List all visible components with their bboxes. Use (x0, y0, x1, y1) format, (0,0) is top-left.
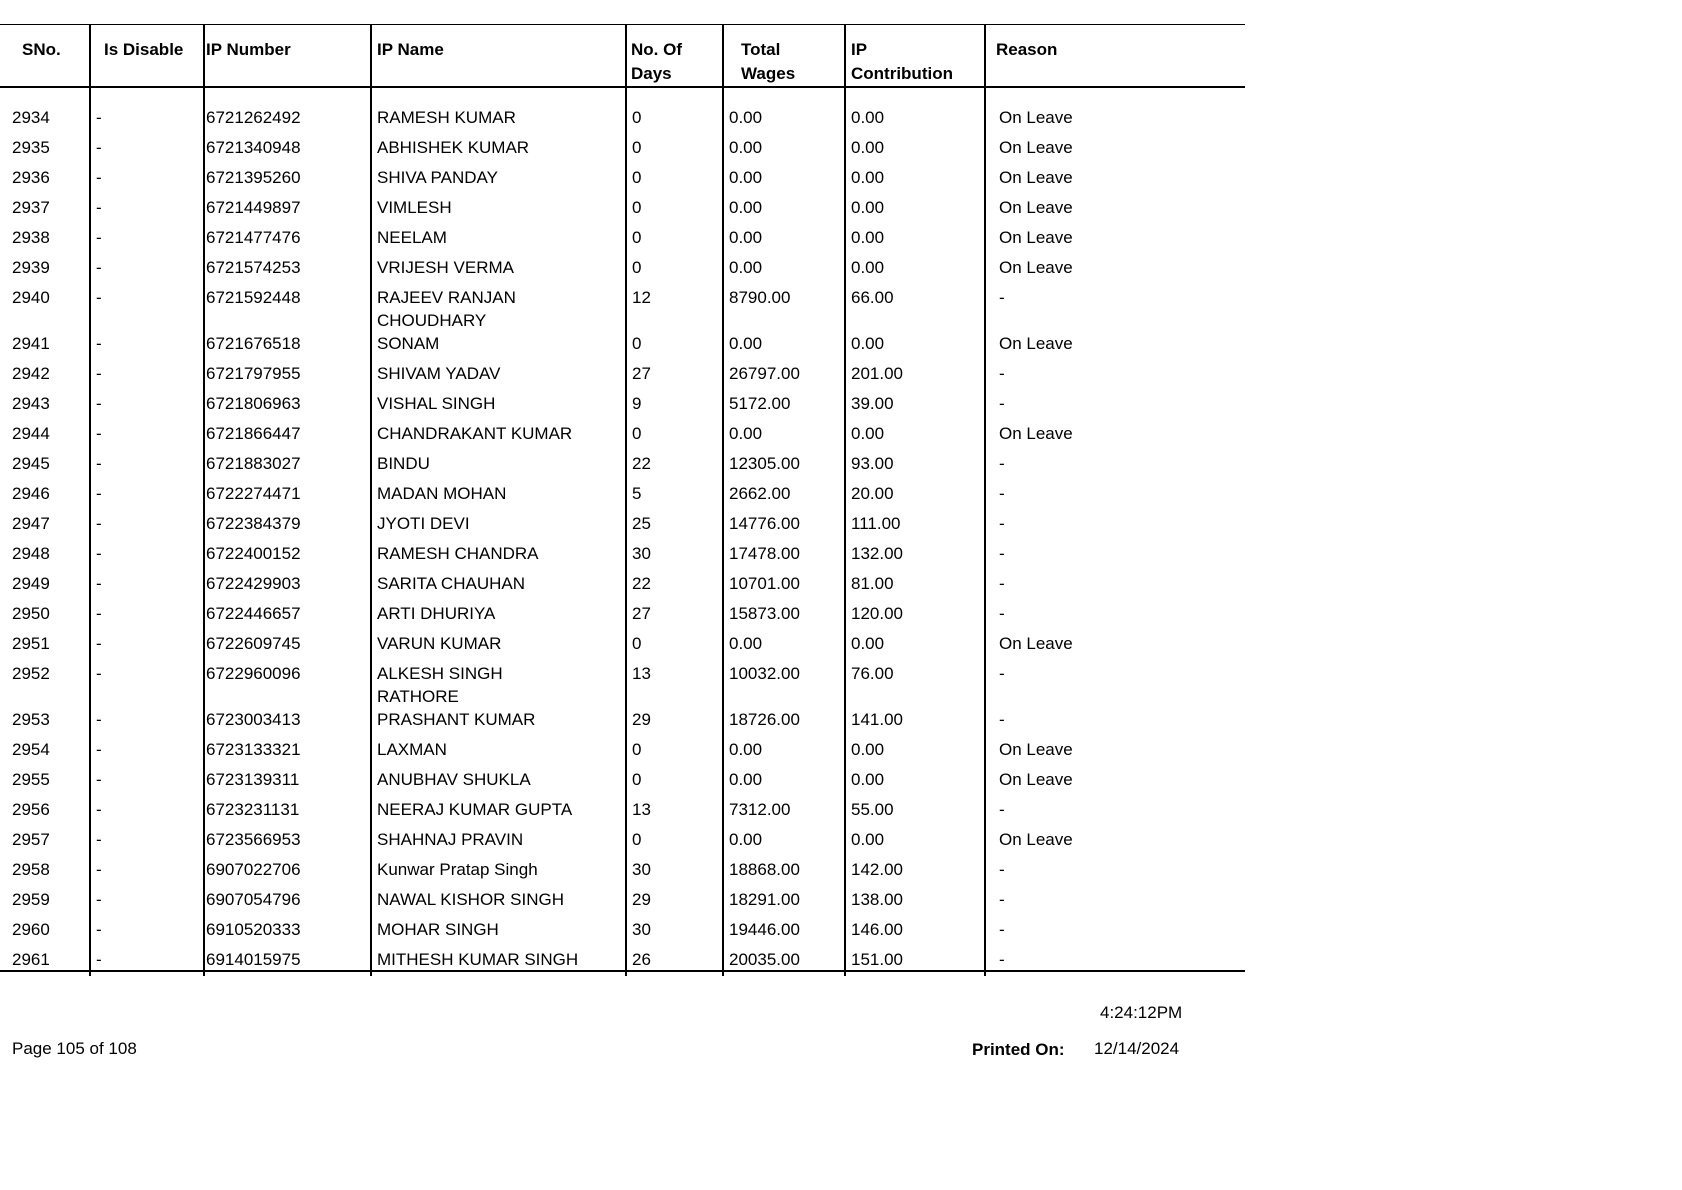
ip-name-cell: VARUN KUMAR (377, 634, 502, 653)
ip-name-cell: VIMLESH (377, 198, 452, 217)
contribution-cell: 0.00 (851, 108, 885, 127)
column-divider (370, 24, 372, 976)
days-cell: 0 (632, 740, 642, 759)
reason-cell: - (999, 364, 1005, 383)
wages-cell: 10032.00 (729, 664, 800, 683)
reason-cell: - (999, 800, 1005, 819)
days-cell: 29 (632, 890, 651, 909)
ip-name-cell: ANUBHAV SHUKLA (377, 770, 531, 789)
is-disable-cell: - (96, 424, 102, 443)
header-ip-contribution: IP Contribution (851, 40, 953, 83)
ip-name-cell: LAXMAN (377, 740, 447, 759)
sno-cell: 2934 (12, 108, 50, 127)
wages-cell: 18291.00 (729, 890, 800, 909)
is-disable-cell: - (96, 710, 102, 729)
sno-cell: 2960 (12, 920, 50, 939)
contribution-cell: 0.00 (851, 634, 885, 653)
ip-number-cell: 6722960096 (206, 664, 301, 683)
column-divider (844, 24, 846, 976)
days-cell: 12 (632, 288, 651, 307)
ip-number-cell: 6721866447 (206, 424, 301, 443)
days-cell: 9 (632, 394, 642, 413)
header-sno: SNo. (22, 40, 61, 59)
reason-cell: - (999, 950, 1005, 969)
sno-cell: 2955 (12, 770, 50, 789)
contribution-cell: 0.00 (851, 424, 885, 443)
reason-cell: - (999, 454, 1005, 473)
sno-cell: 2959 (12, 890, 50, 909)
wages-cell: 0.00 (729, 108, 763, 127)
ip-number-cell: 6910520333 (206, 920, 301, 939)
is-disable-cell: - (96, 168, 102, 187)
days-cell: 0 (632, 334, 642, 353)
reason-cell: On Leave (999, 740, 1073, 759)
ip-number-cell: 6721449897 (206, 198, 301, 217)
days-cell: 0 (632, 770, 642, 789)
is-disable-cell: - (96, 228, 102, 247)
reason-cell: On Leave (999, 334, 1073, 353)
sno-cell: 2938 (12, 228, 50, 247)
ip-number-cell: 6721340948 (206, 138, 301, 157)
contribution-cell: 66.00 (851, 288, 894, 307)
days-cell: 13 (632, 664, 651, 683)
is-disable-cell: - (96, 800, 102, 819)
printed-on-label: Printed On: (972, 1040, 1065, 1059)
wages-cell: 26797.00 (729, 364, 800, 383)
contribution-cell: 0.00 (851, 740, 885, 759)
reason-cell: On Leave (999, 108, 1073, 127)
days-cell: 30 (632, 920, 651, 939)
days-cell: 0 (632, 830, 642, 849)
ip-number-cell: 6721883027 (206, 454, 301, 473)
contribution-cell: 151.00 (851, 950, 903, 969)
wages-cell: 0.00 (729, 228, 763, 247)
wages-cell: 0.00 (729, 258, 763, 277)
reason-cell: - (999, 544, 1005, 563)
header-days: No. Of Days (631, 40, 682, 83)
sno-cell: 2946 (12, 484, 50, 503)
contribution-cell: 201.00 (851, 364, 903, 383)
reason-cell: - (999, 484, 1005, 503)
wages-cell: 14776.00 (729, 514, 800, 533)
reason-cell: - (999, 860, 1005, 879)
ip-name-cell: NEELAM (377, 228, 447, 247)
days-cell: 0 (632, 108, 642, 127)
ip-number-cell: 6721477476 (206, 228, 301, 247)
sno-cell: 2948 (12, 544, 50, 563)
ip-number-cell: 6721592448 (206, 288, 301, 307)
header-is-disable: Is Disable (104, 40, 184, 59)
sno-cell: 2950 (12, 604, 50, 623)
days-cell: 26 (632, 950, 651, 969)
reason-cell: - (999, 574, 1005, 593)
sno-cell: 2951 (12, 634, 50, 653)
column-divider (203, 24, 205, 976)
header-ip-name: IP Name (377, 40, 444, 59)
is-disable-cell: - (96, 484, 102, 503)
reason-cell: On Leave (999, 424, 1073, 443)
contribution-cell: 0.00 (851, 334, 885, 353)
contribution-cell: 0.00 (851, 168, 885, 187)
ip-number-cell: 6722400152 (206, 544, 301, 563)
sno-cell: 2935 (12, 138, 50, 157)
table-bottom-border (0, 970, 1245, 972)
contribution-cell: 0.00 (851, 830, 885, 849)
is-disable-cell: - (96, 890, 102, 909)
days-cell: 5 (632, 484, 642, 503)
ip-number-cell: 6914015975 (206, 950, 301, 969)
is-disable-cell: - (96, 198, 102, 217)
wages-cell: 5172.00 (729, 394, 791, 413)
reason-cell: On Leave (999, 258, 1073, 277)
wages-cell: 18868.00 (729, 860, 800, 879)
ip-name-cell: MADAN MOHAN (377, 484, 507, 503)
print-time: 4:24:12PM (1100, 1003, 1183, 1022)
sno-cell: 2953 (12, 710, 50, 729)
print-date: 12/14/2024 (1094, 1039, 1180, 1058)
ip-number-cell: 6722274471 (206, 484, 301, 503)
sno-cell: 2941 (12, 334, 50, 353)
wages-cell: 0.00 (729, 138, 763, 157)
reason-cell: - (999, 890, 1005, 909)
days-cell: 30 (632, 860, 651, 879)
days-cell: 0 (632, 228, 642, 247)
wages-cell: 0.00 (729, 168, 763, 187)
is-disable-cell: - (96, 604, 102, 623)
is-disable-cell: - (96, 544, 102, 563)
sno-cell: 2936 (12, 168, 50, 187)
ip-name-cell: SONAM (377, 334, 440, 353)
sno-cell: 2937 (12, 198, 50, 217)
contribution-cell: 141.00 (851, 710, 903, 729)
is-disable-cell: - (96, 574, 102, 593)
ip-name-cell: ABHISHEK KUMAR (377, 138, 530, 157)
ip-number-cell: 6723231131 (206, 800, 300, 819)
ip-name-cell: NAWAL KISHOR SINGH (377, 890, 565, 909)
reason-cell: - (999, 514, 1005, 533)
sno-cell: 2942 (12, 364, 50, 383)
sno-cell: 2956 (12, 800, 50, 819)
reason-cell: - (999, 920, 1005, 939)
is-disable-cell: - (96, 334, 102, 353)
reason-cell: - (999, 710, 1005, 729)
ip-name-cell: CHANDRAKANT KUMAR (377, 424, 573, 443)
days-cell: 22 (632, 454, 651, 473)
days-cell: 29 (632, 710, 651, 729)
wages-cell: 0.00 (729, 634, 763, 653)
ip-name-cell: SHIVAM YADAV (377, 364, 501, 383)
ip-name-cell: VRIJESH VERMA (377, 258, 514, 277)
ip-number-cell: 6721797955 (206, 364, 301, 383)
contribution-cell: 111.00 (851, 514, 901, 533)
days-cell: 30 (632, 544, 651, 563)
reason-cell: - (999, 394, 1005, 413)
is-disable-cell: - (96, 740, 102, 759)
wages-cell: 2662.00 (729, 484, 791, 503)
is-disable-cell: - (96, 454, 102, 473)
ip-name-cell: SHAHNAJ PRAVIN (377, 830, 524, 849)
header-reason: Reason (996, 40, 1058, 59)
ip-number-cell: 6723566953 (206, 830, 301, 849)
days-cell: 25 (632, 514, 651, 533)
is-disable-cell: - (96, 108, 102, 127)
ip-number-cell: 6722609745 (206, 634, 301, 653)
column-divider (984, 24, 986, 976)
header-ip-number: IP Number (206, 40, 291, 59)
is-disable-cell: - (96, 364, 102, 383)
contribution-cell: 0.00 (851, 258, 885, 277)
ip-number-cell: 6722384379 (206, 514, 301, 533)
wages-cell: 0.00 (729, 198, 763, 217)
contribution-cell: 39.00 (851, 394, 894, 413)
wages-cell: 19446.00 (729, 920, 800, 939)
reason-cell: On Leave (999, 198, 1073, 217)
wages-cell: 7312.00 (729, 800, 791, 819)
ip-name-cell: ALKESH SINGH RATHORE (377, 664, 503, 706)
wages-cell: 0.00 (729, 334, 763, 353)
days-cell: 0 (632, 168, 642, 187)
sno-cell: 2945 (12, 454, 50, 473)
ip-number-cell: 6721574253 (206, 258, 301, 277)
wages-cell: 15873.00 (729, 604, 800, 623)
sno-cell: 2943 (12, 394, 50, 413)
is-disable-cell: - (96, 634, 102, 653)
sno-cell: 2940 (12, 288, 50, 307)
days-cell: 13 (632, 800, 651, 819)
contribution-cell: 0.00 (851, 770, 885, 789)
days-cell: 0 (632, 258, 642, 277)
days-cell: 0 (632, 138, 642, 157)
contribution-cell: 142.00 (851, 860, 903, 879)
wages-cell: 0.00 (729, 424, 763, 443)
contribution-cell: 120.00 (851, 604, 903, 623)
ip-name-cell: NEERAJ KUMAR GUPTA (377, 800, 573, 819)
contribution-cell: 20.00 (851, 484, 894, 503)
ip-number-cell: 6721676518 (206, 334, 301, 353)
ip-number-cell: 6722446657 (206, 604, 301, 623)
sno-cell: 2954 (12, 740, 50, 759)
ip-number-cell: 6907022706 (206, 860, 301, 879)
ip-number-cell: 6723133321 (206, 740, 301, 759)
days-cell: 27 (632, 364, 651, 383)
is-disable-cell: - (96, 860, 102, 879)
wages-cell: 0.00 (729, 830, 763, 849)
wages-cell: 0.00 (729, 770, 763, 789)
reason-cell: - (999, 604, 1005, 623)
wages-cell: 0.00 (729, 740, 763, 759)
ip-name-cell: MITHESH KUMAR SINGH (377, 950, 579, 969)
contribution-cell: 0.00 (851, 138, 885, 157)
contribution-cell: 0.00 (851, 198, 885, 217)
contribution-cell: 93.00 (851, 454, 894, 473)
ip-number-cell: 6721806963 (206, 394, 301, 413)
reason-cell: On Leave (999, 634, 1073, 653)
reason-cell: On Leave (999, 228, 1073, 247)
reason-cell: - (999, 664, 1005, 683)
report-table (0, 24, 1245, 976)
contribution-cell: 55.00 (851, 800, 894, 819)
ip-name-cell: Kunwar Pratap Singh (377, 860, 538, 879)
ip-number-cell: 6907054796 (206, 890, 301, 909)
is-disable-cell: - (96, 258, 102, 277)
reason-cell: - (999, 288, 1005, 307)
days-cell: 0 (632, 198, 642, 217)
sno-cell: 2961 (12, 950, 50, 969)
sno-cell: 2947 (12, 514, 50, 533)
contribution-cell: 138.00 (851, 890, 903, 909)
sno-cell: 2939 (12, 258, 50, 277)
ip-name-cell: PRASHANT KUMAR (377, 710, 536, 729)
table-top-border (0, 24, 1245, 25)
ip-name-cell: JYOTI DEVI (377, 514, 470, 533)
header-separator (0, 86, 1245, 88)
ip-name-cell: VISHAL SINGH (377, 394, 496, 413)
is-disable-cell: - (96, 770, 102, 789)
wages-cell: 10701.00 (729, 574, 800, 593)
contribution-cell: 0.00 (851, 228, 885, 247)
wages-cell: 20035.00 (729, 950, 800, 969)
is-disable-cell: - (96, 830, 102, 849)
ip-number-cell: 6723139311 (206, 770, 300, 789)
ip-name-cell: RAMESH CHANDRA (377, 544, 539, 563)
wages-cell: 8790.00 (729, 288, 791, 307)
wages-cell: 12305.00 (729, 454, 800, 473)
column-divider (625, 24, 627, 976)
sno-cell: 2949 (12, 574, 50, 593)
ip-name-cell: MOHAR SINGH (377, 920, 499, 939)
contribution-cell: 146.00 (851, 920, 903, 939)
ip-name-cell: SHIVA PANDAY (377, 168, 498, 187)
ip-name-cell: RAMESH KUMAR (377, 108, 516, 127)
is-disable-cell: - (96, 920, 102, 939)
sno-cell: 2944 (12, 424, 50, 443)
wages-cell: 17478.00 (729, 544, 800, 563)
reason-cell: On Leave (999, 770, 1073, 789)
is-disable-cell: - (96, 394, 102, 413)
reason-cell: On Leave (999, 168, 1073, 187)
reason-cell: On Leave (999, 830, 1073, 849)
sno-cell: 2957 (12, 830, 50, 849)
reason-cell: On Leave (999, 138, 1073, 157)
ip-name-cell: BINDU (377, 454, 430, 473)
header-total-wages: Total Wages (741, 40, 796, 83)
is-disable-cell: - (96, 138, 102, 157)
ip-number-cell: 6721262492 (206, 108, 301, 127)
contribution-cell: 76.00 (851, 664, 894, 683)
sno-cell: 2958 (12, 860, 50, 879)
days-cell: 22 (632, 574, 651, 593)
is-disable-cell: - (96, 950, 102, 969)
page-number: Page 105 of 108 (12, 1039, 137, 1058)
is-disable-cell: - (96, 514, 102, 533)
ip-name-cell: ARTI DHURIYA (377, 604, 496, 623)
is-disable-cell: - (96, 288, 102, 307)
ip-number-cell: 6721395260 (206, 168, 301, 187)
days-cell: 0 (632, 424, 642, 443)
ip-name-cell: SARITA CHAUHAN (377, 574, 525, 593)
column-divider (722, 24, 724, 976)
ip-number-cell: 6723003413 (206, 710, 301, 729)
days-cell: 0 (632, 634, 642, 653)
ip-name-cell: RAJEEV RANJAN CHOUDHARY (377, 288, 516, 330)
is-disable-cell: - (96, 664, 102, 683)
wages-cell: 18726.00 (729, 710, 800, 729)
sno-cell: 2952 (12, 664, 50, 683)
days-cell: 27 (632, 604, 651, 623)
ip-number-cell: 6722429903 (206, 574, 301, 593)
contribution-cell: 132.00 (851, 544, 903, 563)
contribution-cell: 81.00 (851, 574, 894, 593)
column-divider (89, 24, 91, 976)
